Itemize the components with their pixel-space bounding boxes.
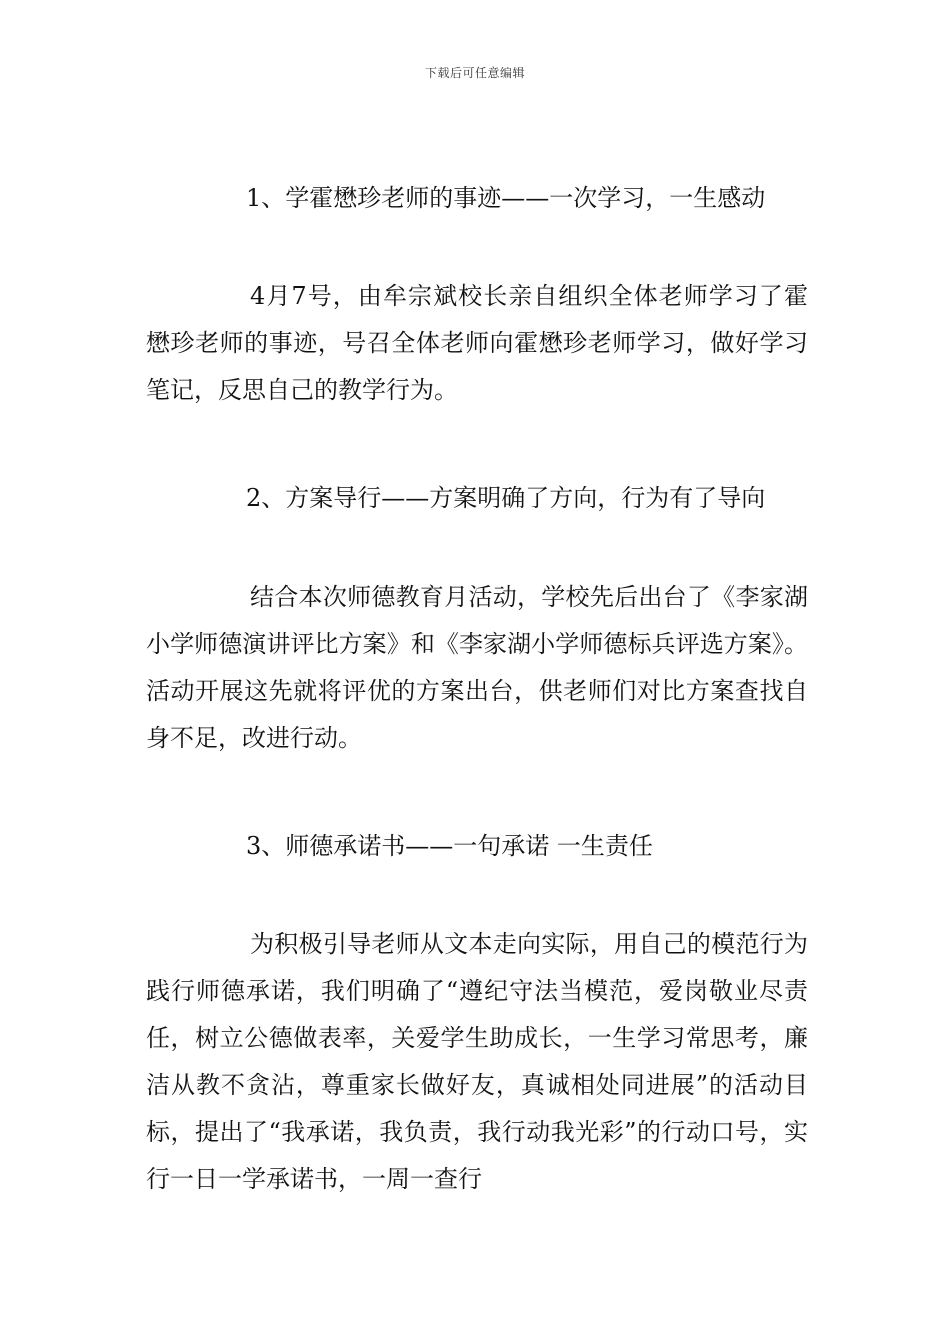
section-heading-1: 1、学霍懋珍老师的事迹——一次学习，一生感动 <box>246 184 766 212</box>
section-heading-2: 2、方案导行——方案明确了方向，行为有了导向 <box>246 484 766 512</box>
page-header: 下载后可任意编辑 <box>424 66 525 80</box>
section-paragraph-3: 为积极引导老师从文本走向实际，用自己的模范行为践行师德承诺，我们明确了“遵纪守法当模范，爱岗敬业尽责任，树立公德做表率，关爱学生助成长，一生学习常思考，廉洁从教不贪沾，尊重家长做好友，真诚相处同进展”的活动目标，提出了“我承诺，我负责，我行动我光彩”的行动口号，实行一日一学承诺书，一周一查行 <box>146 930 808 1193</box>
section-heading-3: 3、师德承诺书——一句承诺 一生责任 <box>246 832 653 860</box>
section-paragraph-2: 结合本次师德教育月活动，学校先后出台了《李家湖小学师德演讲评比方案》和《李家湖小学师德标兵评选方案》。活动开展这先就将评优的方案出台，供老师们对比方案查找自身不足，改进行动。 <box>146 583 808 752</box>
section-paragraph-1: 4月7号，由牟宗斌校长亲自组织全体老师学习了霍懋珍老师的事迹，号召全体老师向霍懋珍老师学习，做好学习笔记，反思自己的教学行为。 <box>146 282 808 404</box>
